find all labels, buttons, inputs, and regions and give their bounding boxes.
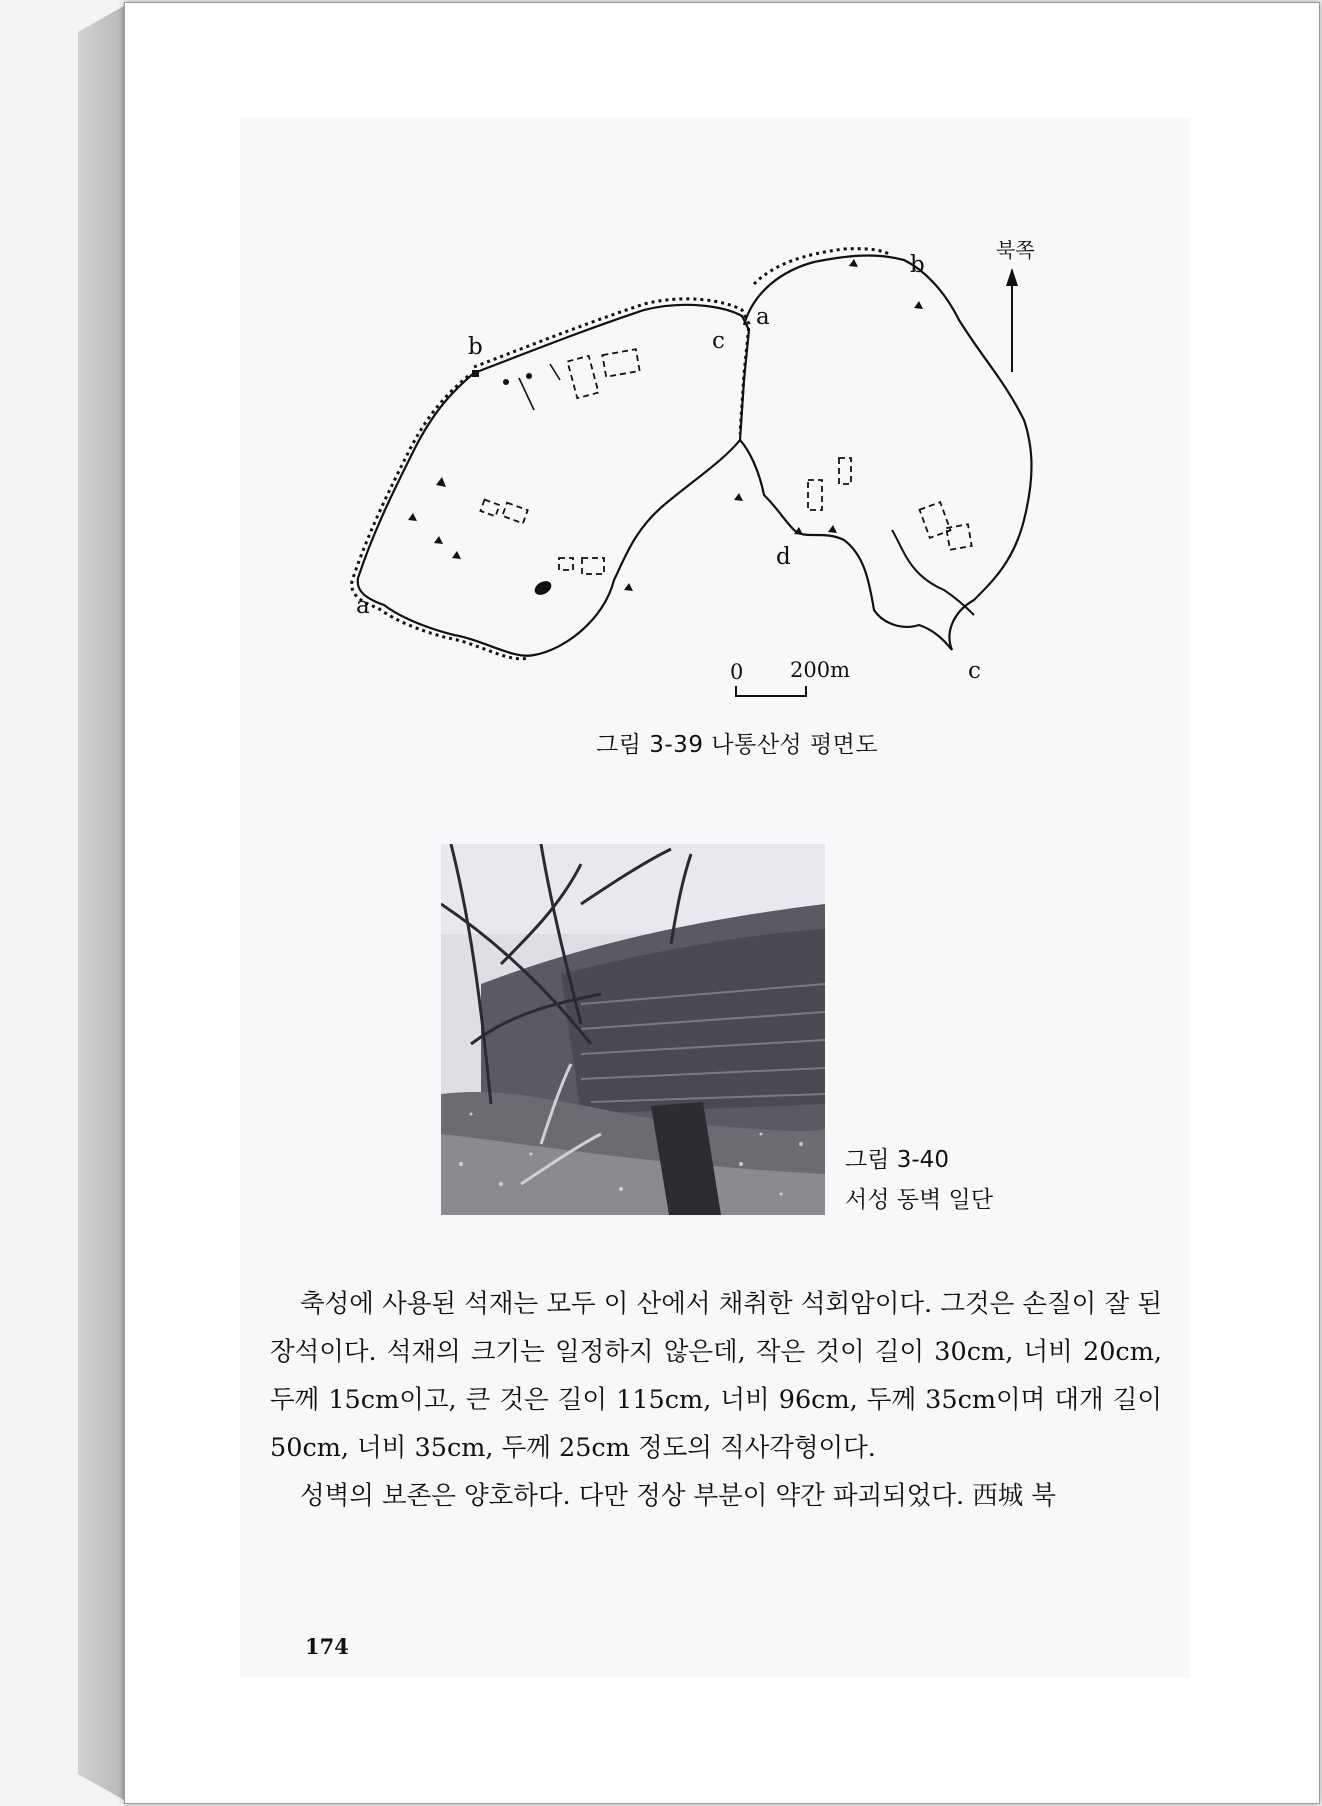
east-label-c: c: [968, 658, 981, 684]
east-label-b: b: [910, 252, 925, 278]
body-paragraph-1: 축성에 사용된 석재는 모두 이 산에서 채취한 석회암이다. 그것은 손질이 잘 된 장석이다. 석재의 크기는 일정하지 않은데, 작은 것이 길이 30cm, 너비 20cm, 두께 15cm이고, 큰 것은 길이 115cm, 너비 96cm, 두께 35cm이며 대개 길이 50cm, 너비 35cm, 두께 25cm 정도의 직사각형이다.: [270, 1289, 1162, 1463]
north-arrow-icon: [1006, 268, 1018, 286]
west-label-b: b: [468, 334, 483, 360]
west-label-a: a: [356, 593, 370, 619]
west-wall-crenellation: [474, 299, 749, 434]
fortress-plan-map: [344, 230, 1044, 700]
east-wall-crenellation: [754, 249, 889, 284]
east-label-d: d: [776, 544, 791, 570]
fortress-plan-drawing: [344, 230, 1044, 700]
west-label-c: c: [712, 328, 725, 354]
book-spine: [78, 6, 124, 1800]
map-markers: [408, 259, 923, 598]
figure-3-40-number: 그림 3-40: [845, 1147, 949, 1173]
east-city-wall: [740, 252, 1032, 650]
west-city-wall: [358, 305, 749, 656]
figure-3-40-caption: [845, 1140, 1045, 1220]
page-number: 174: [305, 1634, 349, 1659]
scale-bar: [736, 686, 806, 696]
body-paragraph-2: 성벽의 보존은 양호하다. 다만 정상 부분이 약간 파괴되었다. 西城 북: [300, 1481, 1056, 1511]
north-label: 북쪽: [996, 238, 1035, 262]
body-text: [270, 1280, 1162, 1520]
figure-3-40-title: 서성 동벽 일단: [845, 1187, 993, 1213]
east-interior-wall: [892, 530, 974, 615]
west-wall-crenellation-west: [352, 376, 528, 659]
stone-wall-photo: [441, 844, 825, 1215]
stone-wall-photo-rendering: [441, 844, 825, 1215]
scale-length-label: 200m: [790, 658, 850, 682]
east-label-a: a: [756, 304, 770, 330]
figure-3-39-caption: 그림 3-39 나통산성 평면도: [596, 732, 879, 758]
scale-zero-label: 0: [730, 660, 744, 684]
